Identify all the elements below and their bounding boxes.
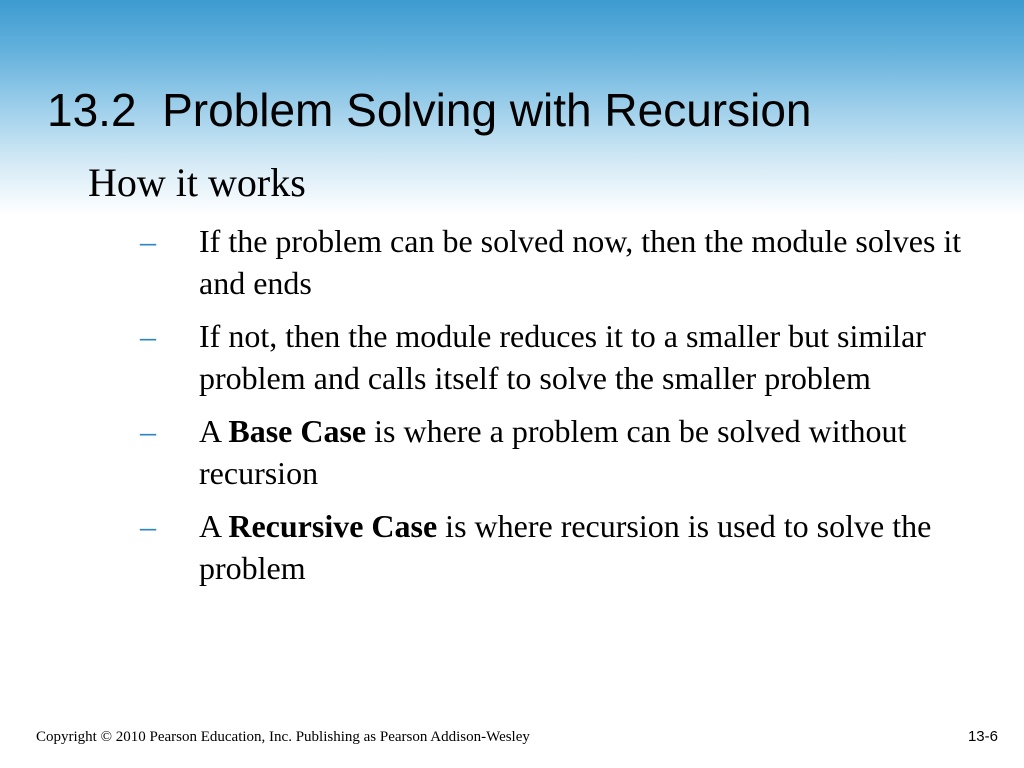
bullet-item bbox=[0, 220, 1024, 304]
bullet-bold-term: Recursive Case bbox=[228, 508, 438, 544]
dash-bullet-icon: – bbox=[140, 413, 156, 449]
bullet-bold-term: Base Case bbox=[228, 413, 367, 449]
bullet-item bbox=[0, 315, 1024, 399]
bullet-item bbox=[0, 505, 1024, 589]
bullet-list bbox=[0, 220, 1024, 600]
slide-subheading: How it works bbox=[88, 160, 306, 205]
bullet-text-after: is where a problem can be solved without recursion bbox=[199, 413, 907, 491]
bullet-text: If not, then the module reduces it to a smaller but similar problem and calls itself to solve the smaller problem bbox=[199, 318, 926, 396]
page-number: 13-6 bbox=[967, 728, 998, 745]
dash-bullet-icon: – bbox=[140, 318, 156, 354]
bullet-text: A bbox=[199, 508, 229, 544]
dash-bullet-icon: – bbox=[140, 223, 156, 259]
slide-title: 13.2 Problem Solving with Recursion bbox=[47, 84, 812, 136]
dash-bullet-icon: – bbox=[140, 508, 156, 544]
bullet-item bbox=[0, 410, 1024, 494]
bullet-text: If the problem can be solved now, then the module solves it and ends bbox=[199, 223, 962, 301]
copyright-footer: Copyright © 2010 Pearson Education, Inc. Publishing as Pearson Addison-Wesley bbox=[36, 729, 530, 745]
bullet-text: A bbox=[199, 413, 229, 449]
bullet-text-after: is where recursion is used to solve the problem bbox=[199, 508, 932, 586]
